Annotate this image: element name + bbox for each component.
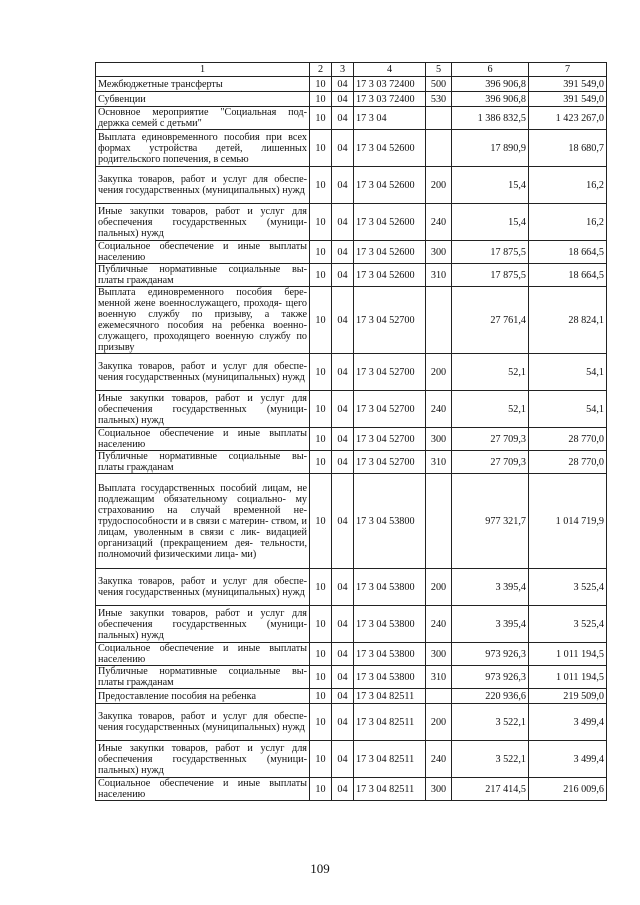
subsection-code: 04 <box>332 287 354 354</box>
subsection-code: 04 <box>332 704 354 741</box>
subsection-code: 04 <box>332 354 354 391</box>
expense-type-code: 200 <box>426 569 452 606</box>
expense-type-code: 240 <box>426 741 452 778</box>
target-article-code: 17 3 04 52700 <box>354 391 426 428</box>
section-code: 10 <box>310 287 332 354</box>
expense-type-code: 240 <box>426 606 452 643</box>
amount-year-2: 216 009,6 <box>529 778 607 801</box>
amount-year-2: 28 770,0 <box>529 428 607 451</box>
section-code: 10 <box>310 130 332 167</box>
table-row <box>96 569 607 606</box>
amount-year-1: 3 522,1 <box>452 741 529 778</box>
expense-type-code <box>426 474 452 569</box>
table-row <box>96 204 607 241</box>
header-cell: 6 <box>452 63 529 77</box>
target-article-code: 17 3 03 72400 <box>354 77 426 92</box>
section-code: 10 <box>310 778 332 801</box>
amount-year-2: 18 664,5 <box>529 241 607 264</box>
amount-year-2: 3 499,4 <box>529 704 607 741</box>
amount-year-1: 973 926,3 <box>452 643 529 666</box>
target-article-code: 17 3 04 52600 <box>354 241 426 264</box>
amount-year-2: 54,1 <box>529 391 607 428</box>
subsection-code: 04 <box>332 643 354 666</box>
subsection-code: 04 <box>332 689 354 704</box>
row-name: Субвенции <box>96 92 310 107</box>
target-article-code: 17 3 04 53800 <box>354 569 426 606</box>
table-row <box>96 606 607 643</box>
amount-year-2: 18 680,7 <box>529 130 607 167</box>
budget-table <box>95 62 607 801</box>
target-article-code: 17 3 04 53800 <box>354 666 426 689</box>
page-number: 109 <box>310 861 330 876</box>
amount-year-2: 1 011 194,5 <box>529 666 607 689</box>
amount-year-2: 3 525,4 <box>529 606 607 643</box>
row-name: Межбюджетные трансферты <box>96 77 310 92</box>
table-row <box>96 107 607 130</box>
subsection-code: 04 <box>332 606 354 643</box>
row-name: Выплата единовременного пособия при всех формах устройства детей, лишенных родительского попечения, в семью <box>96 130 310 167</box>
target-article-code: 17 3 04 53800 <box>354 606 426 643</box>
table-row <box>96 643 607 666</box>
amount-year-2: 219 509,0 <box>529 689 607 704</box>
target-article-code: 17 3 04 52700 <box>354 451 426 474</box>
section-code: 10 <box>310 391 332 428</box>
section-code: 10 <box>310 704 332 741</box>
amount-year-1: 3 395,4 <box>452 569 529 606</box>
row-name: Закупка товаров, работ и услуг для обеспе- чения государственных (муниципальных) нужд <box>96 167 310 204</box>
expense-type-code: 200 <box>426 704 452 741</box>
header-row <box>96 63 607 77</box>
section-code: 10 <box>310 606 332 643</box>
amount-year-1: 15,4 <box>452 204 529 241</box>
table-row <box>96 167 607 204</box>
amount-year-2: 391 549,0 <box>529 92 607 107</box>
expense-type-code: 300 <box>426 778 452 801</box>
header-cell: 1 <box>96 63 310 77</box>
amount-year-2: 391 549,0 <box>529 77 607 92</box>
amount-year-1: 15,4 <box>452 167 529 204</box>
subsection-code: 04 <box>332 569 354 606</box>
table-row <box>96 354 607 391</box>
expense-type-code: 240 <box>426 391 452 428</box>
expense-type-code: 310 <box>426 666 452 689</box>
section-code: 10 <box>310 666 332 689</box>
section-code: 10 <box>310 428 332 451</box>
section-code: 10 <box>310 569 332 606</box>
amount-year-2: 54,1 <box>529 354 607 391</box>
subsection-code: 04 <box>332 204 354 241</box>
target-article-code: 17 3 04 52600 <box>354 167 426 204</box>
expense-type-code <box>426 287 452 354</box>
row-name: Иные закупки товаров, работ и услуг для обеспечения государственных (муници- пальных) нужд <box>96 606 310 643</box>
amount-year-1: 27 709,3 <box>452 428 529 451</box>
subsection-code: 04 <box>332 474 354 569</box>
header-cell: 2 <box>310 63 332 77</box>
section-code: 10 <box>310 204 332 241</box>
section-code: 10 <box>310 643 332 666</box>
row-name: Закупка товаров, работ и услуг для обеспе- чения государственных (муниципальных) нужд <box>96 569 310 606</box>
table-row <box>96 474 607 569</box>
header-cell: 4 <box>354 63 426 77</box>
row-name: Выплата государственных пособий лицам, не подлежащим обязательному социально- му страхованию на случай временной не- трудоспособности и в связи с материн- ством, и лицам, уволенным в связи с лик- видацией организаций (прекращением дея- тельности, полномочий физическими лица- ми) <box>96 474 310 569</box>
table-body <box>96 77 607 801</box>
row-name: Предоставление пособия на ребенка <box>96 689 310 704</box>
target-article-code: 17 3 04 52700 <box>354 287 426 354</box>
table-row <box>96 428 607 451</box>
table-row <box>96 264 607 287</box>
target-article-code: 17 3 04 52600 <box>354 264 426 287</box>
section-code: 10 <box>310 689 332 704</box>
expense-type-code: 500 <box>426 77 452 92</box>
row-name: Иные закупки товаров, работ и услуг для обеспечения государственных (муници- пальных) нужд <box>96 204 310 241</box>
expense-type-code: 300 <box>426 643 452 666</box>
target-article-code: 17 3 04 82511 <box>354 778 426 801</box>
header-cell: 3 <box>332 63 354 77</box>
amount-year-1: 396 906,8 <box>452 92 529 107</box>
section-code: 10 <box>310 92 332 107</box>
amount-year-2: 28 770,0 <box>529 451 607 474</box>
row-name: Публичные нормативные социальные вы- платы гражданам <box>96 666 310 689</box>
subsection-code: 04 <box>332 241 354 264</box>
subsection-code: 04 <box>332 130 354 167</box>
expense-type-code: 310 <box>426 451 452 474</box>
amount-year-2: 28 824,1 <box>529 287 607 354</box>
expense-type-code: 530 <box>426 92 452 107</box>
row-name: Иные закупки товаров, работ и услуг для обеспечения государственных (муници- пальных) нужд <box>96 741 310 778</box>
amount-year-1: 27 709,3 <box>452 451 529 474</box>
subsection-code: 04 <box>332 741 354 778</box>
target-article-code: 17 3 04 82511 <box>354 689 426 704</box>
table-row <box>96 451 607 474</box>
target-article-code: 17 3 04 52600 <box>354 130 426 167</box>
table-row <box>96 391 607 428</box>
row-name: Выплата единовременного пособия бере- менной жене военнослужащего, проходя- щего военную службу по призыву, а также ежемесячного пособия на ребенка военно- служащего, проходящего военную службу по призыву <box>96 287 310 354</box>
target-article-code: 17 3 03 72400 <box>354 92 426 107</box>
row-name: Публичные нормативные социальные вы- платы гражданам <box>96 264 310 287</box>
subsection-code: 04 <box>332 167 354 204</box>
table-row <box>96 704 607 741</box>
section-code: 10 <box>310 451 332 474</box>
amount-year-1: 1 386 832,5 <box>452 107 529 130</box>
header-cell: 5 <box>426 63 452 77</box>
section-code: 10 <box>310 77 332 92</box>
amount-year-2: 16,2 <box>529 204 607 241</box>
amount-year-2: 1 014 719,9 <box>529 474 607 569</box>
section-code: 10 <box>310 167 332 204</box>
subsection-code: 04 <box>332 428 354 451</box>
section-code: 10 <box>310 264 332 287</box>
amount-year-2: 3 499,4 <box>529 741 607 778</box>
expense-type-code: 310 <box>426 264 452 287</box>
subsection-code: 04 <box>332 107 354 130</box>
row-name: Закупка товаров, работ и услуг для обеспе- чения государственных (муниципальных) нужд <box>96 354 310 391</box>
expense-type-code: 300 <box>426 428 452 451</box>
section-code: 10 <box>310 354 332 391</box>
amount-year-1: 977 321,7 <box>452 474 529 569</box>
target-article-code: 17 3 04 52700 <box>354 354 426 391</box>
section-code: 10 <box>310 741 332 778</box>
table-row <box>96 92 607 107</box>
subsection-code: 04 <box>332 666 354 689</box>
row-name: Социальное обеспечение и иные выплаты населению <box>96 778 310 801</box>
amount-year-2: 1 423 267,0 <box>529 107 607 130</box>
target-article-code: 17 3 04 53800 <box>354 474 426 569</box>
target-article-code: 17 3 04 82511 <box>354 741 426 778</box>
amount-year-2: 16,2 <box>529 167 607 204</box>
amount-year-1: 3 395,4 <box>452 606 529 643</box>
table-row <box>96 77 607 92</box>
expense-type-code: 200 <box>426 167 452 204</box>
amount-year-2: 18 664,5 <box>529 264 607 287</box>
target-article-code: 17 3 04 82511 <box>354 704 426 741</box>
table-row <box>96 778 607 801</box>
row-name: Закупка товаров, работ и услуг для обеспе- чения государственных (муниципальных) нужд <box>96 704 310 741</box>
section-code: 10 <box>310 241 332 264</box>
amount-year-1: 17 890,9 <box>452 130 529 167</box>
subsection-code: 04 <box>332 264 354 287</box>
amount-year-1: 220 936,6 <box>452 689 529 704</box>
table-row <box>96 287 607 354</box>
target-article-code: 17 3 04 52700 <box>354 428 426 451</box>
row-name: Иные закупки товаров, работ и услуг для обеспечения государственных (муници- пальных) нужд <box>96 391 310 428</box>
row-name: Социальное обеспечение и иные выплаты населению <box>96 241 310 264</box>
expense-type-code <box>426 689 452 704</box>
expense-type-code: 300 <box>426 241 452 264</box>
target-article-code: 17 3 04 53800 <box>354 643 426 666</box>
amount-year-1: 396 906,8 <box>452 77 529 92</box>
amount-year-1: 17 875,5 <box>452 264 529 287</box>
expense-type-code: 200 <box>426 354 452 391</box>
target-article-code: 17 3 04 <box>354 107 426 130</box>
section-code: 10 <box>310 107 332 130</box>
subsection-code: 04 <box>332 778 354 801</box>
target-article-code: 17 3 04 52600 <box>354 204 426 241</box>
row-name: Социальное обеспечение и иные выплаты населению <box>96 428 310 451</box>
amount-year-2: 1 011 194,5 <box>529 643 607 666</box>
row-name: Основное мероприятие "Социальная под- держка семей с детьми" <box>96 107 310 130</box>
expense-type-code: 240 <box>426 204 452 241</box>
expense-type-code <box>426 130 452 167</box>
table-row <box>96 666 607 689</box>
subsection-code: 04 <box>332 92 354 107</box>
subsection-code: 04 <box>332 391 354 428</box>
subsection-code: 04 <box>332 77 354 92</box>
header-cell: 7 <box>529 63 607 77</box>
amount-year-1: 52,1 <box>452 354 529 391</box>
amount-year-1: 973 926,3 <box>452 666 529 689</box>
amount-year-1: 52,1 <box>452 391 529 428</box>
amount-year-1: 3 522,1 <box>452 704 529 741</box>
table-row <box>96 741 607 778</box>
subsection-code: 04 <box>332 451 354 474</box>
table-row <box>96 241 607 264</box>
expense-type-code <box>426 107 452 130</box>
amount-year-1: 27 761,4 <box>452 287 529 354</box>
amount-year-1: 217 414,5 <box>452 778 529 801</box>
row-name: Социальное обеспечение и иные выплаты населению <box>96 643 310 666</box>
row-name: Публичные нормативные социальные вы- платы гражданам <box>96 451 310 474</box>
amount-year-2: 3 525,4 <box>529 569 607 606</box>
section-code: 10 <box>310 474 332 569</box>
amount-year-1: 17 875,5 <box>452 241 529 264</box>
table-row <box>96 689 607 704</box>
table-row <box>96 130 607 167</box>
